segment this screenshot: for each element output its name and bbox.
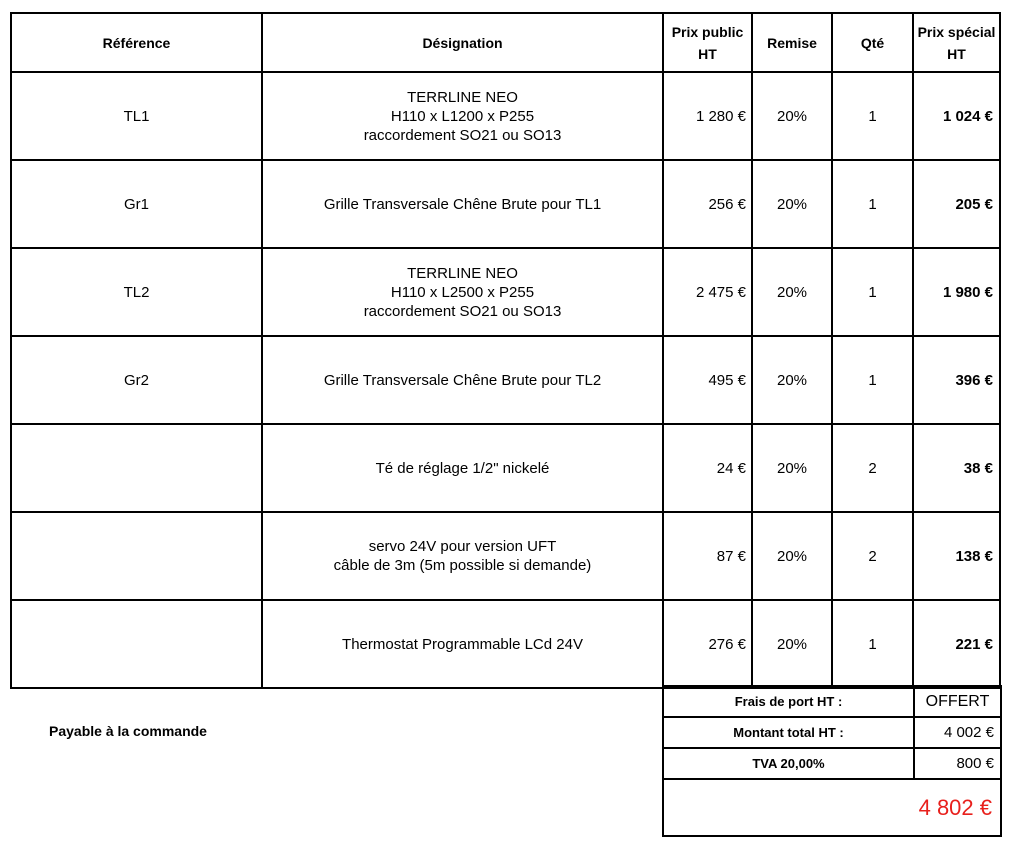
- quote-table: [10, 12, 1001, 689]
- grand-total-row: [663, 779, 1001, 836]
- header-reference: Référence: [11, 13, 262, 72]
- table-row: [11, 72, 1000, 160]
- cell-qte: 2: [832, 424, 913, 512]
- table-row: [11, 424, 1000, 512]
- cell-reference: TL2: [11, 248, 262, 336]
- cell-prix-public: 495 €: [663, 336, 752, 424]
- cell-prix-public: 276 €: [663, 600, 752, 688]
- cell-remise: 20%: [752, 160, 832, 248]
- cell-designation: servo 24V pour version UFT câble de 3m (5m possible si demande): [262, 512, 663, 600]
- shipping-row: [663, 686, 1001, 717]
- header-row: [11, 13, 1000, 72]
- cell-reference: [11, 424, 262, 512]
- cell-prix-special: 1 980 €: [913, 248, 1000, 336]
- header-qte: Qté: [832, 13, 913, 72]
- cell-prix-special: 221 €: [913, 600, 1000, 688]
- cell-prix-public: 24 €: [663, 424, 752, 512]
- cell-designation: Grille Transversale Chêne Brute pour TL1: [262, 160, 663, 248]
- shipping-value: OFFERT: [914, 686, 1001, 717]
- cell-designation: TERRLINE NEO H110 x L2500 x P255 raccordement SO21 ou SO13: [262, 248, 663, 336]
- cell-designation: Thermostat Programmable LCd 24V: [262, 600, 663, 688]
- payment-terms: Payable à la commande: [49, 723, 207, 739]
- cell-reference: [11, 600, 262, 688]
- cell-reference: Gr2: [11, 336, 262, 424]
- table-row: [11, 512, 1000, 600]
- cell-remise: 20%: [752, 336, 832, 424]
- cell-prix-special: 138 €: [913, 512, 1000, 600]
- tax-value: 800 €: [914, 748, 1001, 779]
- table-row: [11, 336, 1000, 424]
- header-remise: Remise: [752, 13, 832, 72]
- cell-qte: 1: [832, 160, 913, 248]
- header-designation: Désignation: [262, 13, 663, 72]
- cell-reference: Gr1: [11, 160, 262, 248]
- shipping-label: Frais de port HT :: [663, 686, 914, 717]
- header-prix-public: Prix public HT: [663, 13, 752, 72]
- cell-qte: 2: [832, 512, 913, 600]
- cell-qte: 1: [832, 248, 913, 336]
- cell-designation: TERRLINE NEO H110 x L1200 x P255 raccordement SO21 ou SO13: [262, 72, 663, 160]
- cell-designation: Té de réglage 1/2" nickelé: [262, 424, 663, 512]
- table-row: [11, 600, 1000, 688]
- subtotal-value: 4 002 €: [914, 717, 1001, 748]
- header-prix-special: Prix spécial HT: [913, 13, 1000, 72]
- cell-prix-special: 205 €: [913, 160, 1000, 248]
- cell-prix-special: 396 €: [913, 336, 1000, 424]
- cell-prix-special: 38 €: [913, 424, 1000, 512]
- subtotal-row: [663, 717, 1001, 748]
- cell-designation: Grille Transversale Chêne Brute pour TL2: [262, 336, 663, 424]
- tax-label: TVA 20,00%: [663, 748, 914, 779]
- cell-remise: 20%: [752, 424, 832, 512]
- cell-prix-special: 1 024 €: [913, 72, 1000, 160]
- cell-prix-public: 1 280 €: [663, 72, 752, 160]
- cell-prix-public: 87 €: [663, 512, 752, 600]
- cell-remise: 20%: [752, 600, 832, 688]
- table-row: [11, 160, 1000, 248]
- tax-row: [663, 748, 1001, 779]
- cell-prix-public: 256 €: [663, 160, 752, 248]
- cell-prix-public: 2 475 €: [663, 248, 752, 336]
- cell-remise: 20%: [752, 72, 832, 160]
- table-row: [11, 248, 1000, 336]
- cell-qte: 1: [832, 72, 913, 160]
- cell-reference: TL1: [11, 72, 262, 160]
- cell-remise: 20%: [752, 512, 832, 600]
- subtotal-label: Montant total HT :: [663, 717, 914, 748]
- grand-total: 4 802 €: [663, 779, 1001, 836]
- cell-remise: 20%: [752, 248, 832, 336]
- totals-table: [662, 685, 1002, 837]
- cell-reference: [11, 512, 262, 600]
- cell-qte: 1: [832, 336, 913, 424]
- cell-qte: 1: [832, 600, 913, 688]
